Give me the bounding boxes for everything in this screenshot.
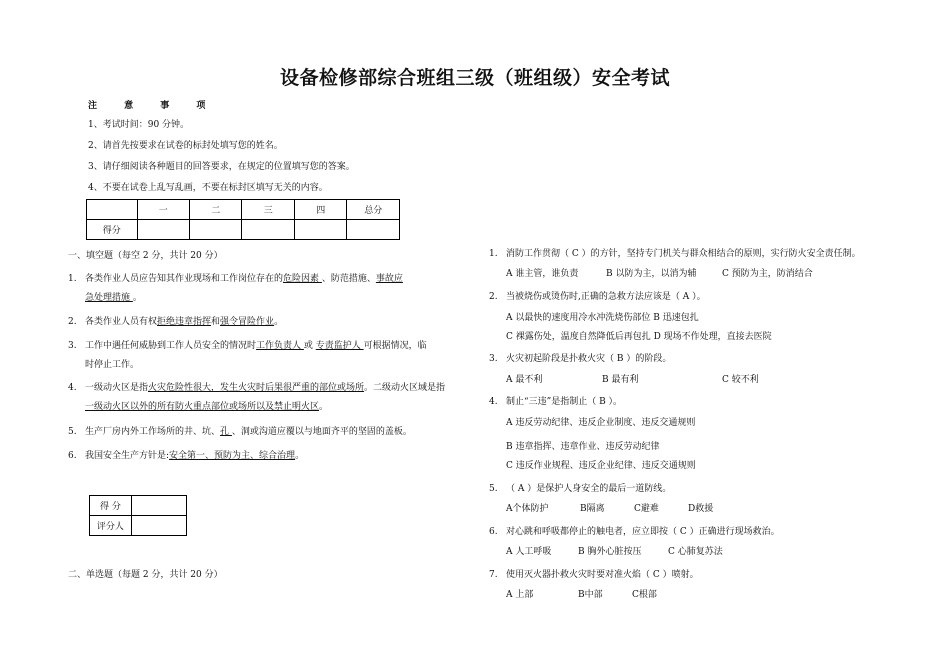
score-cell[interactable]: [137, 220, 189, 240]
notice-item: 1、考试时间：90 分钟。: [88, 120, 190, 130]
notice-item: 4、不要在试卷上乱写乱画，不要在标封区填写无关的内容。: [88, 183, 328, 193]
question-number: 4.: [68, 383, 77, 393]
exam-title: 设备检修部综合班组三级（班组级）安全考试: [279, 67, 670, 89]
question-number: 4.: [489, 397, 498, 407]
answer-blank: 专责监护人: [315, 341, 364, 351]
section2-title: 二、单选题（每题 2 分，共计 20 分）: [68, 570, 223, 580]
mc-option[interactable]: C 预防为主，防消结合: [722, 269, 813, 279]
answer-blank: 事故应: [375, 274, 403, 284]
score-header: 三: [242, 200, 294, 220]
question-number: 6.: [489, 527, 498, 537]
question-number: 6.: [68, 451, 77, 461]
mc-option[interactable]: B隔离: [580, 504, 605, 514]
mc-question: 消防工作贯彻（ C ）的方针，坚持专门机关与群众相结合的原则，实行防火安全责任制。: [506, 249, 861, 259]
notice-item: 3、请仔细阅读各种题目的回答要求，在规定的位置填写您的答案。: [88, 162, 355, 172]
mc-option[interactable]: A 谁主管，谁负责: [506, 269, 579, 279]
fill-question-cont: 急处理措施 。: [85, 293, 142, 303]
mc-option[interactable]: B 胸外心脏按压: [578, 547, 642, 557]
fill-question: 一级动火区是指火灾危险性很大，发生火灾时后果很严重的部位或场所。二级动火区域是指: [85, 383, 446, 393]
answer-blank: 强令冒险作业: [220, 317, 275, 327]
mc-option[interactable]: C 违反作业规程、违反企业纪律、违反交通规则: [506, 461, 696, 471]
notice-item: 2、请首先按要求在试卷的标封处填写您的姓名。: [88, 141, 283, 151]
answer-blank: 火灾危险性很大，发生火灾时后果很严重的部位或场所: [148, 383, 365, 393]
mc-option[interactable]: A 最不利: [506, 375, 543, 385]
mc-option[interactable]: B 违章指挥、违章作业、违反劳动纪律: [506, 442, 660, 452]
answer-blank: 一级动火区以外的所有防火重点部位或场所以及禁止明火区: [85, 402, 320, 412]
mc-question: 对心跳和呼吸都停止的触电者，应立即按（ C ）正确进行现场救治。: [506, 527, 780, 537]
score-table: [86, 199, 400, 240]
answer-blank: 工作负责人: [256, 341, 304, 351]
answer-blank: 急处理措施: [85, 293, 133, 303]
fill-question: 我国安全生产方针是:安全第一、预防为主、综合治理。: [85, 451, 305, 461]
question-number: 2.: [68, 317, 77, 327]
mc-option[interactable]: A 违反劳动纪律、违反企业制度、违反交通规则: [506, 418, 696, 428]
fill-question: 生产厂房内外工作场所的井、坑、孔 、洞或沟道应覆以与地面齐平的坚固的盖板。: [85, 427, 412, 437]
section1-title: 一、填空题（每空 2 分，共计 20 分）: [68, 251, 223, 261]
score-header: 四: [294, 200, 346, 220]
score-header: 二: [190, 200, 242, 220]
question-number: 3.: [68, 341, 77, 351]
grader-name-label: 评分人: [90, 516, 132, 536]
answer-blank: 危险因素: [283, 274, 322, 284]
question-number: 5.: [68, 427, 77, 437]
mc-option[interactable]: C 较不利: [722, 375, 759, 385]
answer-blank: 安全第一、预防为主、综合治理: [169, 451, 296, 461]
question-number: 2.: [489, 292, 498, 302]
grader-score-label: 得 分: [90, 496, 132, 516]
mc-option[interactable]: A 上部: [506, 590, 534, 600]
mc-option[interactable]: C 心肺复苏法: [668, 547, 723, 557]
score-header: [87, 200, 138, 220]
question-number: 5.: [489, 484, 498, 494]
question-number: 1.: [68, 274, 77, 284]
score-row-label: 得分: [87, 220, 138, 240]
grader-score-cell[interactable]: [131, 496, 186, 516]
question-number: 7.: [489, 570, 498, 580]
score-cell[interactable]: [294, 220, 346, 240]
mc-option[interactable]: A 人工呼吸: [506, 547, 552, 557]
fill-question: 各类作业人员有权拒绝违章指挥和强令冒险作业。: [85, 317, 284, 327]
fill-question: 各类作业人员应告知其作业现场和工作岗位存在的危险因素 、防范措施、事故应: [85, 274, 403, 284]
score-cell[interactable]: [242, 220, 294, 240]
mc-option[interactable]: D救援: [688, 504, 714, 514]
score-header: 总分: [347, 200, 400, 220]
mc-option[interactable]: C根部: [632, 590, 657, 600]
mc-option[interactable]: C避难: [634, 504, 659, 514]
notice-heading: 注 意 事 项: [88, 101, 218, 111]
question-number: 3.: [489, 354, 498, 364]
mc-question: 使用灭火器扑救火灾时要对准火焰（ C ）喷射。: [506, 570, 699, 580]
question-number: 1.: [489, 249, 498, 259]
mc-question: （ A ）是保护人身安全的最后一道防线。: [506, 484, 672, 494]
answer-blank: 孔: [220, 427, 232, 437]
mc-question: 当被烧伤或烫伤时,正确的急救方法应该是（ A ）。: [506, 292, 706, 302]
fill-question: 工作中遇任何威胁到工作人员安全的情况时工作负责人 或 专责监护人 可根据情况，临: [85, 341, 427, 351]
mc-option[interactable]: B 最有利: [602, 375, 639, 385]
score-cell[interactable]: [347, 220, 400, 240]
fill-question-cont: 时停止工作。: [85, 360, 140, 370]
score-header: 一: [137, 200, 189, 220]
mc-question: 制止“三违”是指制止（ B ）。: [506, 397, 623, 407]
mc-option[interactable]: B中部: [578, 590, 603, 600]
mc-option[interactable]: C 裸露伤处，温度自然降低后再包扎 D 现场不作处理，直接去医院: [506, 332, 772, 342]
grader-name-cell[interactable]: [131, 516, 186, 536]
mc-question: 火灾初起阶段是扑救火灾（ B ）的阶段。: [506, 354, 672, 364]
score-cell[interactable]: [190, 220, 242, 240]
grader-table: [89, 495, 187, 536]
fill-question-cont: 一级动火区以外的所有防火重点部位或场所以及禁止明火区。: [85, 402, 329, 412]
mc-option[interactable]: A 以最快的速度用冷水冲洗烧伤部位 B 迅速包扎: [506, 313, 699, 323]
answer-blank: 拒绝违章指挥: [157, 317, 212, 327]
mc-option[interactable]: B 以防为主，以消为辅: [606, 269, 697, 279]
mc-option[interactable]: A个体防护: [506, 504, 549, 514]
